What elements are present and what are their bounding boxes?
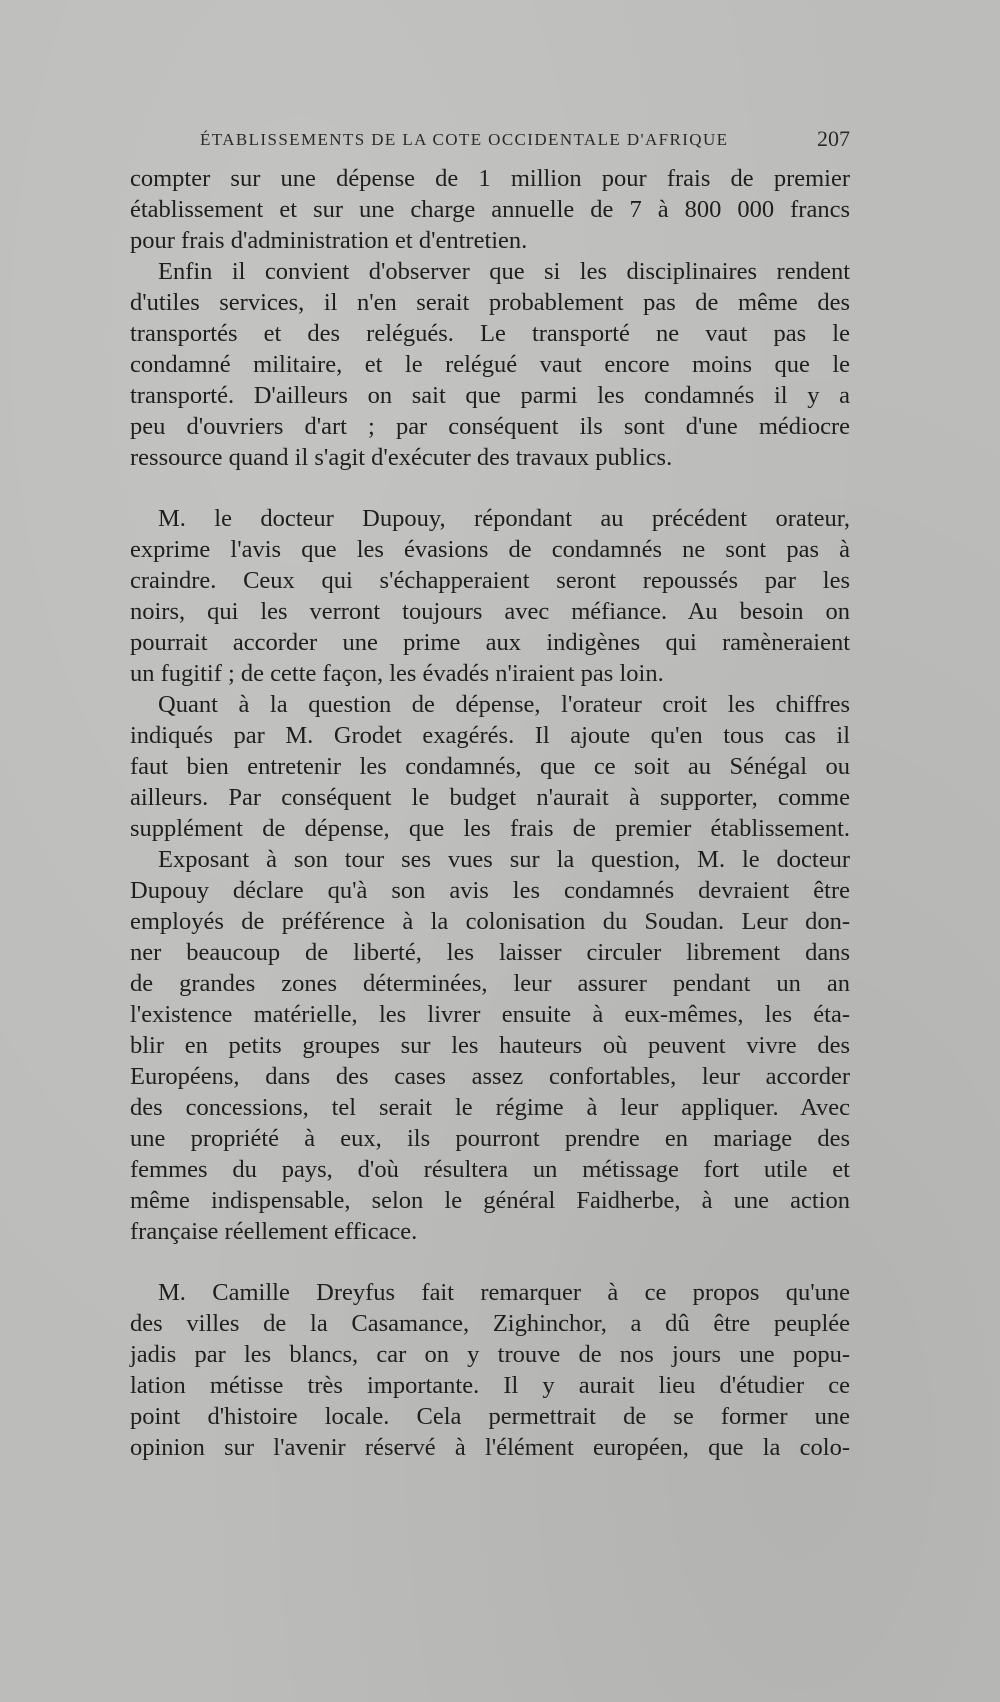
text-line: M. le docteur Dupouy, répondant au précédent orateur, <box>158 505 850 532</box>
page-number: 207 <box>817 126 850 151</box>
text-line: un fugitif ; de cette façon, les évadés n'iraient pas loin. <box>130 660 664 687</box>
text-line: Dupouy déclare qu'à son avis les condamnés devraient être <box>130 877 850 904</box>
running-header <box>0 126 1000 156</box>
text-line: opinion sur l'avenir réservé à l'élément européen, que la colo- <box>130 1434 850 1461</box>
body-text <box>130 163 850 1463</box>
text-line: transportés et des relégués. Le transporté ne vaut pas le <box>130 320 850 347</box>
text-line: lation métisse très importante. Il y aurait lieu d'étudier ce <box>130 1372 850 1399</box>
text-line: indiqués par M. Grodet exagérés. Il ajoute qu'en tous cas il <box>130 722 850 749</box>
text-line: établissement et sur une charge annuelle de 7 à 800 000 francs <box>130 196 850 223</box>
text-line: noirs, qui les verront toujours avec méfiance. Au besoin on <box>130 598 850 625</box>
text-line: une propriété à eux, ils pourront prendre en mariage des <box>130 1125 850 1152</box>
text-line: ressource quand il s'agit d'exécuter des travaux publics. <box>130 444 673 471</box>
text-line: compter sur une dépense de 1 million pour frais de premier <box>130 165 850 192</box>
text-line: craindre. Ceux qui s'échapperaient seront repoussés par les <box>130 567 850 594</box>
text-line: Exposant à son tour ses vues sur la question, M. le docteur <box>158 846 850 873</box>
text-line: faut bien entretenir les condamnés, que ce soit au Sénégal ou <box>130 753 850 780</box>
text-line: femmes du pays, d'où résultera un métissage fort utile et <box>130 1156 850 1183</box>
text-line: M. Camille Dreyfus fait remarquer à ce propos qu'une <box>158 1279 850 1306</box>
text-line: de grandes zones déterminées, leur assurer pendant un an <box>130 970 850 997</box>
text-line: supplément de dépense, que les frais de premier établissement. <box>130 815 850 842</box>
text-line: point d'histoire locale. Cela permettrait de se former une <box>130 1403 850 1430</box>
text-line: peu d'ouvriers d'art ; par conséquent ils sont d'une médiocre <box>130 413 850 440</box>
text-line: des villes de la Casamance, Zighinchor, a dû être peuplée <box>130 1310 850 1337</box>
running-title: ÉTABLISSEMENTS DE LA COTE OCCIDENTALE D'AFRIQUE <box>200 130 729 149</box>
text-line: Quant à la question de dépense, l'orateur croit les chiffres <box>158 691 850 718</box>
text-line: condamné militaire, et le relégué vaut encore moins que le <box>130 351 850 378</box>
text-line: ner beaucoup de liberté, les laisser circuler librement dans <box>130 939 850 966</box>
text-line: même indispensable, selon le général Faidherbe, à une action <box>130 1187 850 1214</box>
text-line: d'utiles services, il n'en serait probablement pas de même des <box>130 289 850 316</box>
paragraph-gap <box>130 473 850 503</box>
text-line: pour frais d'administration et d'entretien. <box>130 227 528 254</box>
text-line: transporté. D'ailleurs on sait que parmi les condamnés il y a <box>130 382 850 409</box>
text-line: blir en petits groupes sur les hauteurs où peuvent vivre des <box>130 1032 850 1059</box>
text-line: ailleurs. Par conséquent le budget n'aurait à supporter, comme <box>130 784 850 811</box>
text-line: française réellement efficace. <box>130 1218 418 1245</box>
text-line: pourrait accorder une prime aux indigènes qui ramèneraient <box>130 629 850 656</box>
text-line: jadis par les blancs, car on y trouve de nos jours une popu- <box>130 1341 850 1368</box>
text-line: exprime l'avis que les évasions de condamnés ne sont pas à <box>130 536 850 563</box>
text-line: Enfin il convient d'observer que si les disciplinaires rendent <box>158 258 850 285</box>
text-line: employés de préférence à la colonisation du Soudan. Leur don- <box>130 908 850 935</box>
paragraph-gap <box>130 1247 850 1277</box>
text-line: des concessions, tel serait le régime à leur appliquer. Avec <box>130 1094 850 1121</box>
text-line: l'existence matérielle, les livrer ensuite à eux-mêmes, les éta- <box>130 1001 850 1028</box>
text-line: Européens, dans des cases assez confortables, leur accorder <box>130 1063 850 1090</box>
